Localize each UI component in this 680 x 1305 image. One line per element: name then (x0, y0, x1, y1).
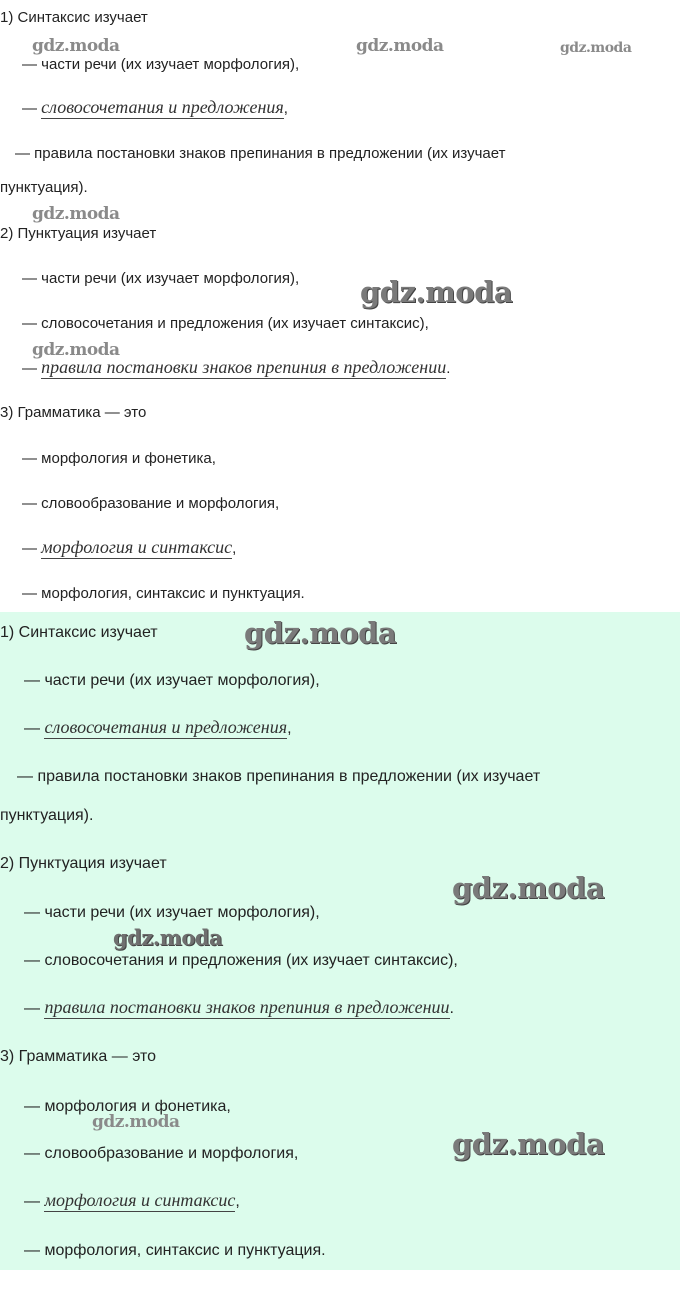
handwritten-answer: словосочетания и предложения (44, 717, 288, 737)
handwritten-answer: морфология и синтаксис (41, 537, 233, 557)
question-2-option-2: — словосочетания и предложения (их изучает синтаксис), (22, 315, 429, 332)
handwritten-answer: правила постановки знаков препиния в предложении (44, 997, 450, 1017)
watermark: gdz.moda (360, 275, 513, 309)
question-1-option-2 (24, 717, 292, 739)
handwritten-answer: словосочетания и предложения (41, 97, 284, 117)
question-3-option-1: — морфология и фонетика, (22, 450, 216, 467)
punct: . (446, 360, 451, 377)
question-1-option-2 (22, 97, 288, 119)
question-2-option-3 (24, 997, 454, 1019)
question-2-option-1: — части речи (их изучает морфология), (22, 270, 300, 287)
punct: , (232, 540, 237, 557)
dash: — (24, 1000, 40, 1017)
question-1-option-3-cont: пунктуация). (0, 807, 94, 824)
question-3-option-3 (22, 537, 236, 559)
punct: . (449, 1000, 454, 1017)
question-2-title: 2) Пунктуация изучает (0, 855, 167, 872)
watermark: gdz.moda (92, 1112, 180, 1132)
question-1-option-3: — правила постановки знаков препинания в предложении (их изучает (17, 768, 541, 785)
dash: — (22, 540, 37, 557)
question-3-option-4: — морфология, синтаксис и пунктуация. (24, 1242, 326, 1259)
handwritten-answer: правила постановки знаков препиния в предложении (41, 357, 447, 377)
answer-section-highlighted (0, 612, 680, 1270)
question-2-title: 2) Пунктуация изучает (0, 225, 157, 242)
watermark: gdz.moda (244, 616, 397, 650)
watermark: gdz.moda (113, 925, 223, 950)
watermark: gdz.moda (32, 340, 120, 360)
question-3-option-4: — морфология, синтаксис и пунктуация. (22, 585, 305, 602)
exercise-section-plain (0, 0, 680, 612)
question-3-title: 3) Грамматика — это (0, 404, 147, 421)
question-3-option-2: — словообразование и морфология, (22, 495, 280, 512)
dash: — (24, 720, 40, 737)
question-3-option-2: — словообразование и морфология, (24, 1145, 299, 1162)
question-3-title: 3) Грамматика — это (0, 1048, 157, 1065)
question-2-option-2: — словосочетания и предложения (их изучает синтаксис), (24, 952, 458, 969)
question-1-option-1: — части речи (их изучает морфология), (24, 672, 320, 689)
question-1-title: 1) Синтаксис изучает (0, 624, 158, 641)
handwritten-answer: морфология и синтаксис (44, 1190, 236, 1210)
question-3-option-3 (24, 1190, 240, 1212)
dash: — (24, 1193, 40, 1210)
watermark: gdz.moda (560, 40, 632, 56)
punct: , (283, 100, 288, 117)
punct: , (235, 1193, 240, 1210)
question-1-title: 1) Синтаксис изучает (0, 9, 148, 26)
question-3-option-1: — морфология и фонетика, (24, 1098, 231, 1115)
watermark: gdz.moda (32, 204, 120, 224)
dash: — (22, 100, 37, 117)
punct: , (287, 720, 292, 737)
watermark: gdz.moda (32, 36, 120, 56)
watermark: gdz.moda (452, 871, 605, 905)
question-1-option-1: — части речи (их изучает морфология), (22, 56, 300, 73)
question-1-option-3-cont: пунктуация). (0, 179, 88, 196)
question-2-option-3 (22, 357, 450, 379)
dash: — (22, 360, 37, 377)
watermark: gdz.moda (452, 1127, 605, 1161)
question-1-option-3: — правила постановки знаков препинания в предложении (их изучает (15, 145, 506, 162)
watermark: gdz.moda (356, 36, 444, 56)
question-2-option-1: — части речи (их изучает морфология), (24, 904, 320, 921)
